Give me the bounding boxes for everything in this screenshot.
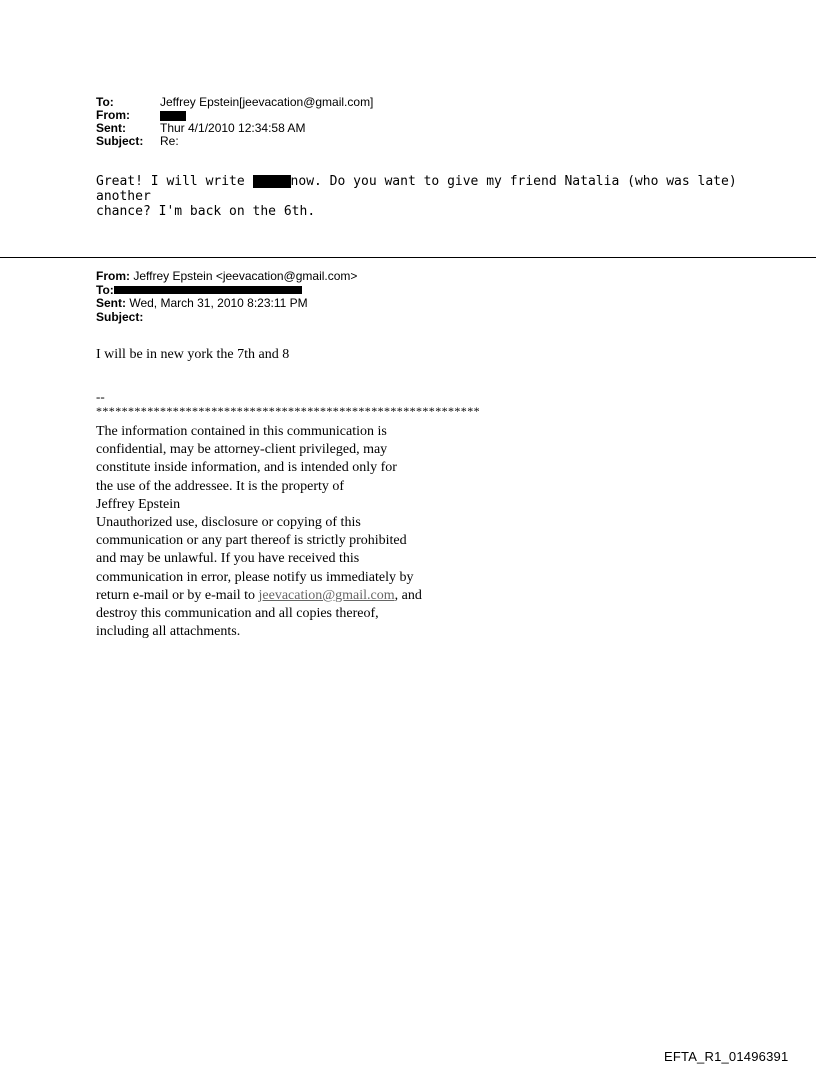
to-label: To: [96,95,114,109]
disclaimer-line: Unauthorized use, disclosure or copying of this [96,515,361,531]
body-text-part2: now. Do you want to give my friend Natalia (who was late) another [96,174,737,204]
disclaimer-text: return e-mail or by e-mail to [96,587,259,603]
disclaimer-text: , and [394,587,422,603]
top-email-header [96,96,373,148]
quoted-to-label: To: [96,282,114,297]
sent-value: Thur 4/1/2010 12:34:58 AM [160,121,306,135]
quoted-sent-value: Wed, March 31, 2010 8:23:11 PM [126,296,308,310]
disclaimer-line [96,587,496,605]
disclaimer-line: the use of the addressee. It is the property of [96,478,345,494]
disclaimer-line: including all attachments. [96,624,241,640]
quoted-from-label: From: [96,269,130,283]
signature-separator: -- [96,389,105,404]
redaction-box [114,286,302,294]
disclaimer-line: communication or any part thereof is strictly prohibited [96,533,407,549]
disclaimer-line: destroy this communication and all copies thereof, [96,606,379,622]
disclaimer-line: constitute inside information, and is intended only for [96,460,397,476]
sent-label: Sent: [96,121,126,135]
subject-label: Subject: [96,134,144,148]
disclaimer-line: The information contained in this communication is [96,424,387,439]
quoted-email-header [96,270,357,324]
divider-line [0,257,816,258]
confidentiality-disclaimer [96,423,496,641]
document-id: EFTA_R1_01496391 [664,1049,789,1064]
to-value: Jeffrey Epstein[jeevacation@gmail.com] [160,95,374,109]
quoted-sent-row [96,297,357,311]
body-line-1 [96,174,776,204]
quoted-from-row [96,270,357,284]
redaction-box [160,111,186,121]
quoted-sent-label: Sent: [96,296,126,310]
quoted-from-value: Jeffrey Epstein <jeevacation@gmail.com> [130,269,358,283]
subject-value: Re: [160,134,179,148]
disclaimer-line: communication in error, please notify us immediately by [96,569,414,585]
disclaimer-line: confidential, may be attorney-client privileged, may [96,442,388,458]
to-row [96,96,373,109]
quoted-subject-label: Subject: [96,309,144,324]
from-label: From: [96,108,130,122]
asterisk-separator: ************************************************************ [96,404,480,418]
redaction-box [253,175,291,188]
quoted-email-body: I will be in new york the 7th and 8 [96,347,290,362]
subject-row [96,135,373,148]
email-link[interactable]: jeevacation@gmail.com [258,587,395,603]
top-email-body [96,174,776,219]
disclaimer-line: and may be unlawful. If you have received this [96,551,360,567]
quoted-to-row [96,284,357,298]
quoted-subject-row [96,311,357,325]
body-text-part1: Great! I will write [96,174,253,189]
body-line-2: chance? I'm back on the 6th. [96,204,316,219]
disclaimer-line: Jeffrey Epstein [96,496,181,512]
